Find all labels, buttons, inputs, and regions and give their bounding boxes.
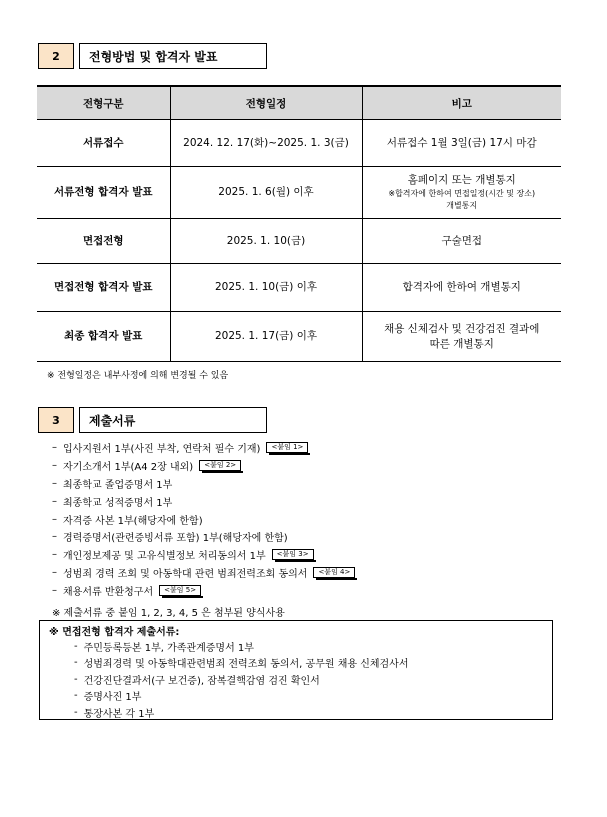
note-main: 따른 개별통지 <box>429 337 494 350</box>
list-item <box>52 439 355 457</box>
schedule-cell: 2025. 1. 10(금) <box>170 219 362 264</box>
column-header: 전형일정 <box>170 86 362 120</box>
list-item <box>52 581 355 599</box>
table-row <box>37 219 561 264</box>
list-item <box>74 704 409 721</box>
item-text: 건강진단결과서(구 보건증), 잠복결핵감염 검진 확인서 <box>83 675 320 687</box>
list-item <box>74 638 409 655</box>
item-text: 최종학교 졸업증명서 1부 <box>63 479 173 491</box>
note-cell: 서류접수 1월 3일(금) 17시 마감 <box>362 120 561 167</box>
schedule-cell: 2024. 12. 17(화)~2025. 1. 3(금) <box>170 120 362 167</box>
item-text: 통장사본 각 1부 <box>83 708 155 720</box>
attachment-tag: <붙임 3> <box>272 549 314 560</box>
note-main: 채용 신체검사 및 건강검진 결과에 <box>384 322 540 335</box>
dash-bullet: – <box>52 566 57 578</box>
schedule-table <box>37 85 561 362</box>
table-header-row <box>37 86 561 120</box>
item-text: 성범죄경력 및 아동학대관련범죄 전력조회 동의서, 공무원 채용 신체검사서 <box>83 659 409 671</box>
list-item <box>52 528 355 546</box>
item-text: 채용서류 반환청구서 <box>63 586 154 598</box>
item-text: 경력증명서(관련증빙서류 포함) 1부(해당자에 한함) <box>63 533 288 545</box>
note-cell <box>362 312 561 362</box>
note-sub: ※합격자에 한하여 면접일정(시간 및 장소) <box>388 189 536 198</box>
table-row <box>37 312 561 362</box>
interview-documents-box <box>39 620 553 720</box>
category-cell: 서류접수 <box>37 120 170 167</box>
section-title: 제출서류 <box>79 407 267 433</box>
section-3-header <box>38 407 267 433</box>
section-title: 전형방법 및 합격자 발표 <box>79 43 267 69</box>
category-cell: 최종 합격자 발표 <box>37 312 170 362</box>
dash-bullet: – <box>52 477 57 489</box>
item-text: 입사지원서 1부(사진 부착, 연락처 필수 기재) <box>63 444 261 456</box>
note-cell: 합격자에 한하여 개별통지 <box>362 264 561 312</box>
dash-bullet: – <box>52 513 57 525</box>
list-item <box>74 688 409 705</box>
list-item <box>74 671 409 688</box>
schedule-cell: 2025. 1. 6(월) 이후 <box>170 167 362 219</box>
dash-bullet: – <box>52 460 57 472</box>
list-item <box>52 546 355 564</box>
dash-bullet: - <box>74 690 78 702</box>
attachment-tag: <붙임 4> <box>313 567 355 578</box>
documents-note: ※ 제출서류 중 붙임 1, 2, 3, 4, 5 은 첨부된 양식사용 <box>52 608 285 619</box>
dash-bullet: – <box>52 584 57 596</box>
table-row <box>37 167 561 219</box>
attachment-tag: <붙임 5> <box>159 585 201 596</box>
note-cell: 구술면접 <box>362 219 561 264</box>
dash-bullet: - <box>74 640 78 652</box>
document-list <box>52 439 355 599</box>
dash-bullet: - <box>74 673 78 685</box>
list-item <box>52 457 355 475</box>
schedule-cell: 2025. 1. 17(금) 이후 <box>170 312 362 362</box>
category-cell: 서류전형 합격자 발표 <box>37 167 170 219</box>
item-text: 증명사진 1부 <box>83 692 142 704</box>
item-text: 개인정보제공 및 고유식별정보 처리동의서 1부 <box>63 551 266 563</box>
schedule-footnote: ※ 전형일정은 내부사정에 의해 변경될 수 있음 <box>47 371 229 381</box>
dash-bullet: – <box>52 495 57 507</box>
category-cell: 면접전형 <box>37 219 170 264</box>
box-title: ※ 면접전형 합격자 제출서류: <box>49 627 180 638</box>
dash-bullet: - <box>74 706 78 718</box>
table-row <box>37 264 561 312</box>
attachment-tag: <붙임 2> <box>199 460 241 471</box>
dash-bullet: – <box>52 531 57 543</box>
dash-bullet: – <box>52 442 57 454</box>
list-item <box>52 564 355 582</box>
note-sub: 개별통지 <box>446 201 478 210</box>
note-cell <box>362 167 561 219</box>
list-item <box>74 655 409 672</box>
category-cell: 면접전형 합격자 발표 <box>37 264 170 312</box>
list-item <box>52 475 355 493</box>
list-item <box>52 492 355 510</box>
item-text: 최종학교 성적증명서 1부 <box>63 497 173 509</box>
item-text: 자격증 사본 1부(해당자에 한함) <box>63 515 203 527</box>
item-text: 자기소개서 1부(A4 2장 내외) <box>63 462 194 474</box>
section-number: 2 <box>38 43 74 69</box>
list-item <box>52 510 355 528</box>
table-row <box>37 120 561 167</box>
item-text: 주민등록등본 1부, 가족관계증명서 1부 <box>83 642 254 654</box>
section-2-header <box>38 43 267 69</box>
schedule-cell: 2025. 1. 10(금) 이후 <box>170 264 362 312</box>
box-list <box>74 638 409 721</box>
item-text: 성범죄 경력 조회 및 아동학대 관련 범죄전력조회 동의서 <box>63 568 308 580</box>
attachment-tag: <붙임 1> <box>266 442 308 453</box>
dash-bullet: - <box>74 657 78 669</box>
note-main: 홈페이지 또는 개별통지 <box>407 174 516 186</box>
column-header: 비고 <box>362 86 561 120</box>
column-header: 전형구분 <box>37 86 170 120</box>
section-number: 3 <box>38 407 74 433</box>
dash-bullet: – <box>52 549 57 561</box>
